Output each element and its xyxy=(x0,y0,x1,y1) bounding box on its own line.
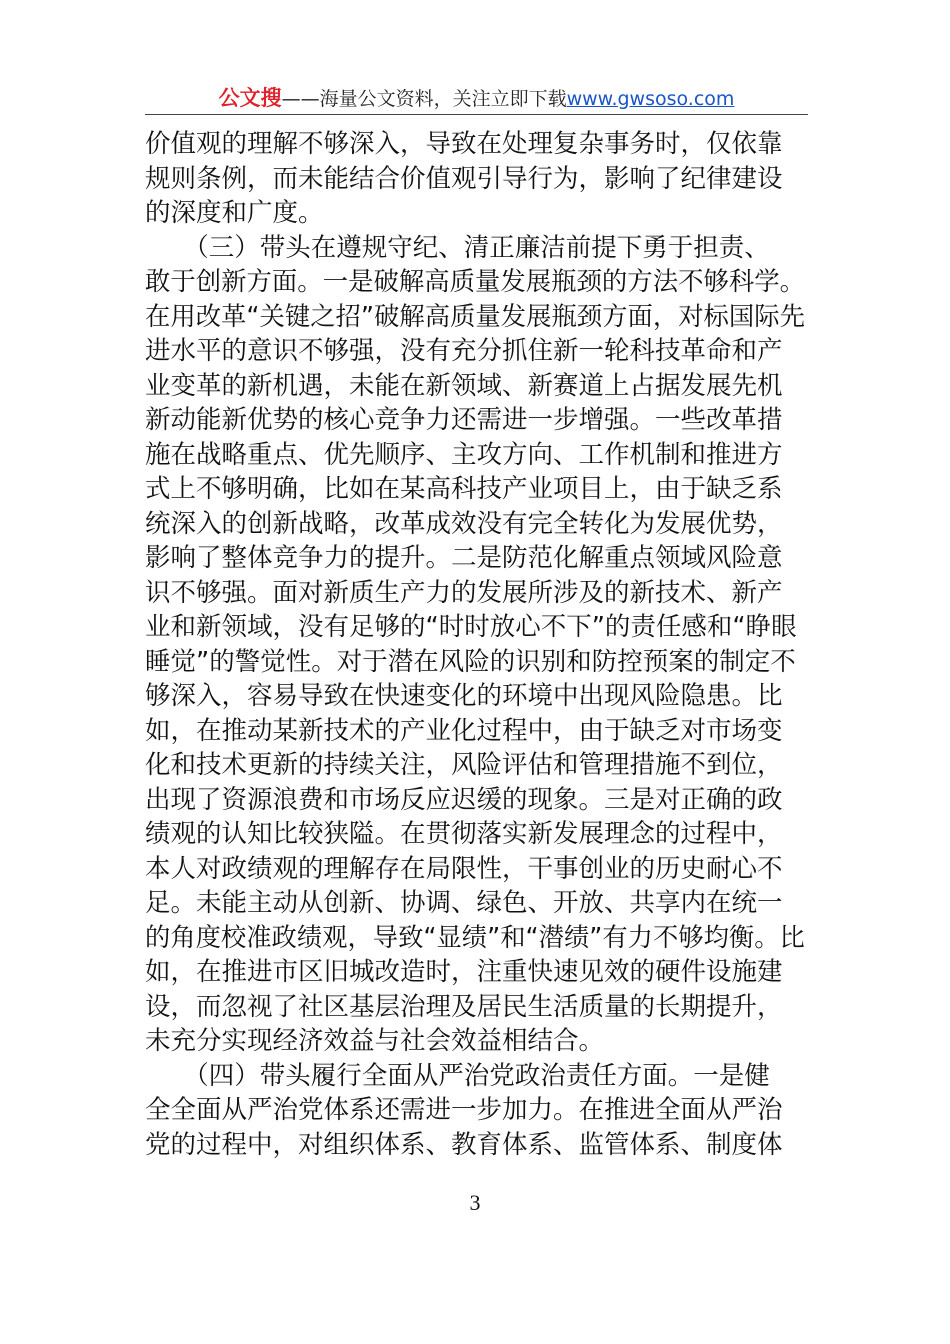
text-line: 绩观的认知比较狭隘。在贯彻落实新发展理念的过程中， xyxy=(145,819,783,849)
header-tagline: ——海量公文资料，关注立即下载 xyxy=(281,88,567,110)
text-line: 足。未能主动从创新、协调、绿色、开放、共享内在统一 xyxy=(145,888,783,918)
text-line: 影响了整体竞争力的提升。二是防范化解重点领域风险意 xyxy=(145,543,783,573)
text-line: 的角度校准政绩观，导致“显绩”和“潜绩”有力不够均衡。比 xyxy=(145,922,805,953)
text-line: 出现了资源浪费和市场反应迟缓的现象。三是对正确的政 xyxy=(145,784,783,815)
text-line: 敢于创新方面。一是破解高质量发展瓶颈的方法不够科学。 xyxy=(145,267,806,297)
text-line: 本人对政绩观的理解存在局限性，干事创业的历史耐心不 xyxy=(145,853,783,884)
text-line: 如，在推进市区旧城改造时，注重快速见效的硬件设施建 xyxy=(145,957,783,987)
text-line: 新动能新优势的核心竞争力还需进一步增强。一些改革措 xyxy=(145,405,783,435)
text-line: 如，在推动某新技术的产业化过程中，由于缺乏对市场变 xyxy=(145,715,783,746)
text-line: 的深度和广度。 xyxy=(145,198,324,228)
text-line: 价值观的理解不够深入，导致在处理复杂事务时，仅依靠 xyxy=(145,129,783,159)
text-line: （三）带头在遵规守纪、清正廉洁前提下勇于担责、 xyxy=(145,232,770,263)
text-line: 够深入，容易导致在快速变化的环境中出现风险隐患。比 xyxy=(145,681,783,711)
text-line: 设，而忽视了社区基层治理及居民生活质量的长期提升， xyxy=(145,991,783,1022)
text-line: 统深入的创新战略，改革成效没有完全转化为发展优势， xyxy=(145,508,783,539)
text-line: 党的过程中，对组织体系、教育体系、监管体系、制度体 xyxy=(145,1129,783,1160)
text-line: 业变革的新机遇，未能在新领域、新赛道上占据发展先机 xyxy=(145,370,783,401)
text-line: 睡觉”的警觉性。对于潜在风险的识别和防控预案的制定不 xyxy=(145,646,796,677)
page-header xyxy=(145,84,808,114)
text-line: 识不够强。面对新质生产力的发展所涉及的新技术、新产 xyxy=(145,577,783,608)
document-body xyxy=(145,127,805,1162)
text-line: 式上不够明确，比如在某高科技产业项目上，由于缺乏系 xyxy=(145,474,783,504)
text-line: 化和技术更新的持续关注，风险评估和管理措施不到位， xyxy=(145,750,783,780)
text-line: （四）带头履行全面从严治党政治责任方面。一是健 xyxy=(145,1060,770,1091)
page-number: 3 xyxy=(469,1190,481,1215)
website-link[interactable]: www.gwsoso.com xyxy=(566,88,735,110)
text-line: 规则条例，而未能结合价值观引导行为，影响了纪律建设 xyxy=(145,163,783,194)
text-line: 全全面从严治党体系还需进一步加力。在推进全面从严治 xyxy=(145,1095,783,1125)
brand-name: 公文搜 xyxy=(218,86,282,110)
text-line: 未充分实现经济效益与社会效益相结合。 xyxy=(145,1026,605,1056)
text-line: 进水平的意识不够强，没有充分抓住新一轮科技革命和产 xyxy=(145,336,783,366)
header-divider xyxy=(145,114,808,115)
text-line: 施在战略重点、优先顺序、主攻方向、工作机制和推进方 xyxy=(145,439,783,470)
text-line: 业和新领域，没有足够的“时时放心不下”的责任感和“睁眼 xyxy=(145,612,797,642)
text-line: 在用改革“关键之招”破解高质量发展瓶颈方面，对标国际先 xyxy=(145,301,805,332)
